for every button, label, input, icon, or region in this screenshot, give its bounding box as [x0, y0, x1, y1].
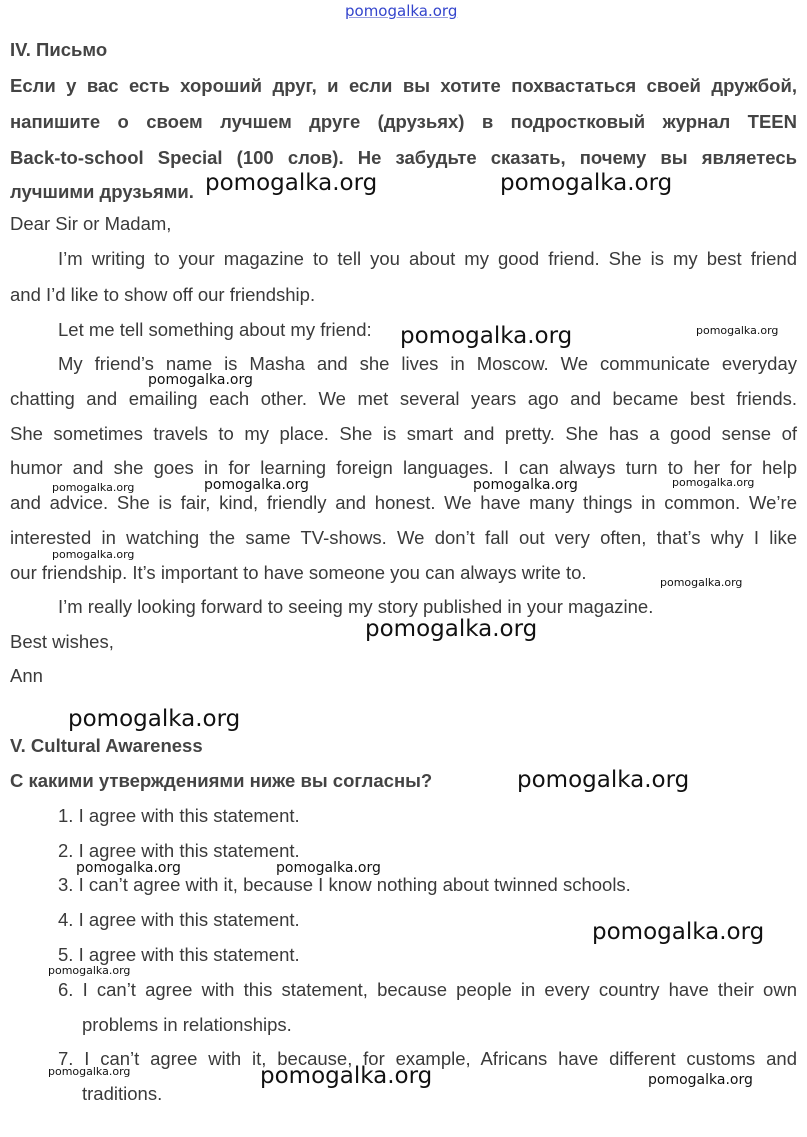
- answer-item: 7. I can’t agree with it, because, for example, Africans have different customs and: [58, 1048, 797, 1069]
- section-5-question: С какими утверждениями ниже вы согласны?: [10, 770, 433, 791]
- answer-item: traditions.: [82, 1083, 163, 1104]
- letter-closing: Best wishes,: [10, 631, 114, 652]
- site-watermark: pomogalka.org: [52, 481, 135, 494]
- letter-line: I’m really looking forward to seeing my story published in your magazine.: [58, 596, 654, 617]
- letter-line: and advice. She is fair, kind, friendly and honest. We have many things in common. We’re: [10, 492, 797, 513]
- site-watermark: pomogalka.org: [260, 1063, 433, 1089]
- site-watermark: pomogalka.org: [204, 477, 309, 493]
- site-watermark: pomogalka.org: [517, 767, 690, 793]
- letter-line: I’m writing to your magazine to tell you about my good friend. She is my best friend: [58, 248, 797, 269]
- letter-line: My friend’s name is Masha and she lives in Moscow. We communicate everyday: [58, 353, 797, 374]
- answer-item: 3. I can’t agree with it, because I know nothing about twinned schools.: [58, 874, 631, 895]
- task-line: лучшими друзьями.: [10, 181, 194, 202]
- task-line: Если у вас есть хороший друг, и если вы хотите похвастаться своей дружбой,: [10, 75, 797, 96]
- answer-item: 4. I agree with this statement.: [58, 909, 300, 930]
- site-watermark: pomogalka.org: [276, 860, 381, 876]
- site-watermark: pomogalka.org: [148, 372, 253, 388]
- site-watermark: pomogalka.org: [592, 919, 765, 945]
- letter-line: humor and she goes in for learning foreign languages. I can always turn to her for help: [10, 457, 797, 478]
- answer-item: 5. I agree with this statement.: [58, 944, 300, 965]
- letter-line: Let me tell something about my friend:: [58, 319, 372, 340]
- answer-item: 2. I agree with this statement.: [58, 840, 300, 861]
- letter-greeting: Dear Sir or Madam,: [10, 213, 172, 234]
- site-watermark: pomogalka.org: [205, 170, 378, 196]
- site-watermark: pomogalka.org: [500, 170, 673, 196]
- site-watermark: pomogalka.org: [473, 477, 578, 493]
- site-watermark: pomogalka.org: [696, 324, 779, 337]
- letter-line: chatting and emailing each other. We met several years ago and became best friends.: [10, 388, 797, 409]
- site-watermark: pomogalka.org: [48, 964, 131, 977]
- section-5-heading: V. Cultural Awareness: [10, 735, 203, 756]
- letter-line: interested in watching the same TV-shows. We don’t fall out very often, that’s why I like: [10, 527, 797, 548]
- site-watermark: pomogalka.org: [365, 616, 538, 642]
- letter-line: She sometimes travels to my place. She is smart and pretty. She has a good sense of: [10, 423, 797, 444]
- site-watermark: pomogalka.org: [76, 860, 181, 876]
- letter-line: our friendship. It’s important to have someone you can always write to.: [10, 562, 587, 583]
- section-4-heading: IV. Письмо: [10, 39, 108, 60]
- answer-item: 6. I can’t agree with this statement, because people in every country have their own: [58, 979, 797, 1000]
- site-watermark: pomogalka.org: [672, 476, 755, 489]
- answer-item: problems in relationships.: [82, 1014, 292, 1035]
- site-watermark: pomogalka.org: [68, 706, 241, 732]
- site-watermark: pomogalka.org: [648, 1072, 753, 1088]
- letter-line: and I’d like to show off our friendship.: [10, 284, 316, 305]
- site-watermark: pomogalka.org: [48, 1065, 131, 1078]
- letter-signature: Ann: [10, 665, 43, 686]
- site-watermark: pomogalka.org: [400, 323, 573, 349]
- site-watermark: pomogalka.org: [660, 576, 743, 589]
- task-line: напишите о своем лучшем друге (друзьях) в подростковый журнал TEEN: [10, 111, 797, 132]
- site-watermark: pomogalka.org: [52, 548, 135, 561]
- answer-item: 1. I agree with this statement.: [58, 805, 300, 826]
- site-watermark-top: pomogalka.org: [345, 2, 458, 20]
- task-line: Back-to-school Special (100 слов). Не забудьте сказать, почему вы являетесь: [10, 147, 797, 168]
